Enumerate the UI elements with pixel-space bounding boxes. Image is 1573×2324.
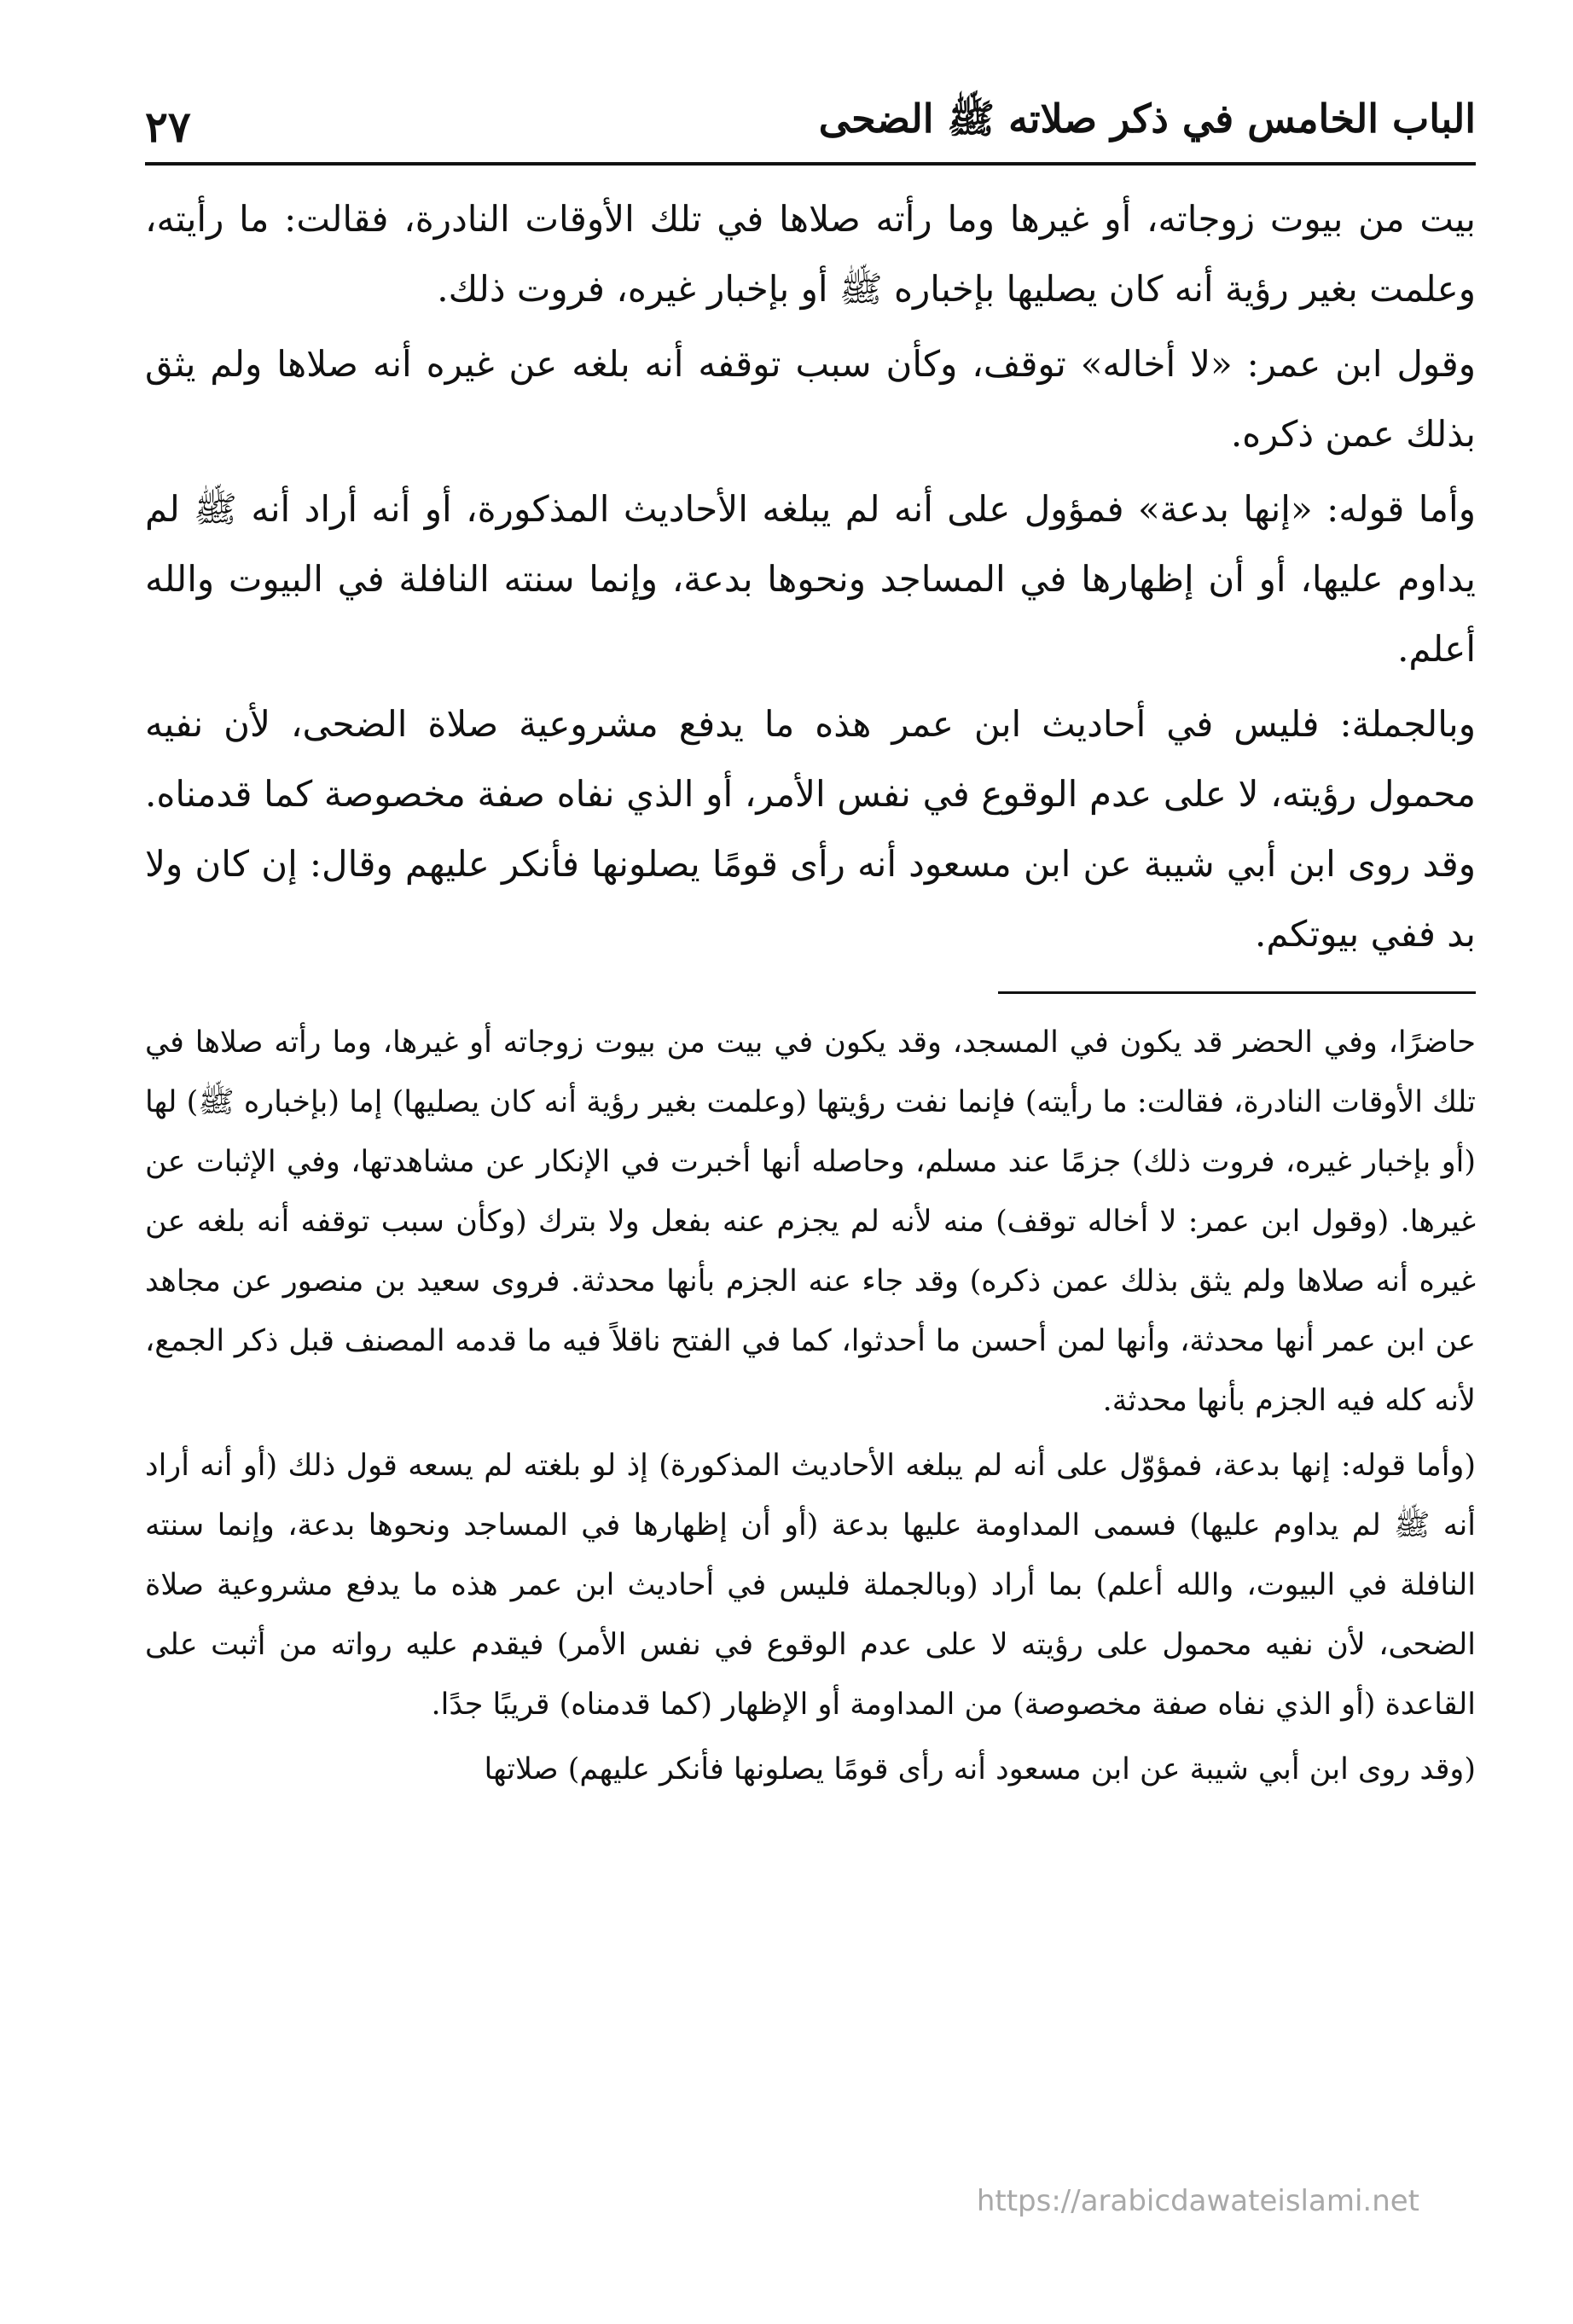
commentary-paragraph: (وقد روى ابن أبي شيبة عن ابن مسعود أنه رأى قومًا يصلونها فأنكر عليهم) صلاتها xyxy=(484,1752,1476,1787)
main-text xyxy=(145,184,1476,969)
main-paragraph: بيت من بيوت زوجاته، أو غيرها وما رأته صلاها في تلك الأوقات النادرة، فقالت: ما رأيته، وعلمت بغير رؤية أنه كان يصليها بإخباره ﷺ أو بإخبار غيره، فروت ذلك. xyxy=(145,198,1476,310)
running-header xyxy=(145,85,1476,166)
page xyxy=(145,85,1476,1804)
footnote-separator xyxy=(998,991,1476,994)
chapter-title: الباب الخامس في ذكر صلاته ﷺ الضحى xyxy=(818,96,1476,142)
main-paragraph: وقول ابن عمر: «لا أخاله» توقف، وكأن سبب توقفه أنه بلغه عن غيره أنه صلاها ولم يثق بذلك عمن ذكره. xyxy=(145,343,1476,455)
commentary-text xyxy=(145,1013,1476,1799)
watermark-url: https://arabicdawateislami.net xyxy=(976,2184,1419,2218)
main-paragraph: وأما قوله: «إنها بدعة» فمؤول على أنه لم يبلغه الأحاديث المذكورة، أو أنه أراد أنه ﷺ لم يداوم عليها، أو أن إظهارها في المساجد ونحوها بدعة، وإنما سنته النافلة في البيوت والله أعلم. xyxy=(145,488,1476,670)
commentary-paragraph: حاضرًا، وفي الحضر قد يكون في المسجد، وقد يكون في بيت من بيوت زوجاته أو غيرها، وما رأته صلاها في تلك الأوقات النادرة، فقالت: ما رأيته) فإنما نفت رؤيتها (وعلمت بغير رؤية أنه كان يصليها) إما (بإخباره ﷺ) لها (أو بإخبار غيره، فروت ذلك) جزمًا عند مسلم، وحاصله أنها أخبرت في الإنكار عن مشاهدتها، وفي الإثبات عن غيرها. (وقول ابن عمر: لا أخاله توقف) منه لأنه لم يجزم عنه بفعل ولا بترك (وكأن سبب توقفه أنه بلغه عن غيره أنه صلاها ولم يثق بذلك عمن ذكره) وقد جاء عنه الجزم بأنها محدثة. فروى سعيد بن منصور عن مجاهد عن ابن عمر أنها محدثة، وأنها لمن أحسن ما أحدثوا، كما في الفتح ناقلاً فيه ما قدمه المصنف قبل ذكر الجمع، لأنه كله فيه الجزم بأنها محدثة. xyxy=(145,1025,1476,1418)
main-paragraph: وبالجملة: فليس في أحاديث ابن عمر هذه ما يدفع مشروعية صلاة الضحى، لأن نفيه محمول رؤيته، لا على عدم الوقوع في نفس الأمر، أو الذي نفاه صفة مخصوصة كما قدمناه. وقد روى ابن أبي شيبة عن ابن مسعود أنه رأى قومًا يصلونها فأنكر عليهم وقال: إن كان ولا بد ففي بيوتكم. xyxy=(145,703,1476,955)
commentary-paragraph: (وأما قوله: إنها بدعة، فمؤوّل على أنه لم يبلغه الأحاديث المذكورة) إذ لو بلغته لم يسعه قول ذلك (أو أنه أراد أنه ﷺ لم يداوم عليها) فسمى المداومة عليها بدعة (أو أن إظهارها في المساجد ونحوها بدعة، وإنما سنته النافلة في البيوت، والله أعلم) بما أراد (وبالجملة فليس في أحاديث ابن عمر هذه ما يدفع مشروعية صلاة الضحى، لأن نفيه محمول على رؤيته لا على عدم الوقوع في نفس الأمر) فيقدم عليه رواته من أثبت على القاعدة (أو الذي نفاه صفة مخصوصة) من المداومة أو الإظهار (كما قدمناه) قريبًا جدًا. xyxy=(145,1449,1476,1722)
page-number: ٢٧ xyxy=(145,102,191,152)
